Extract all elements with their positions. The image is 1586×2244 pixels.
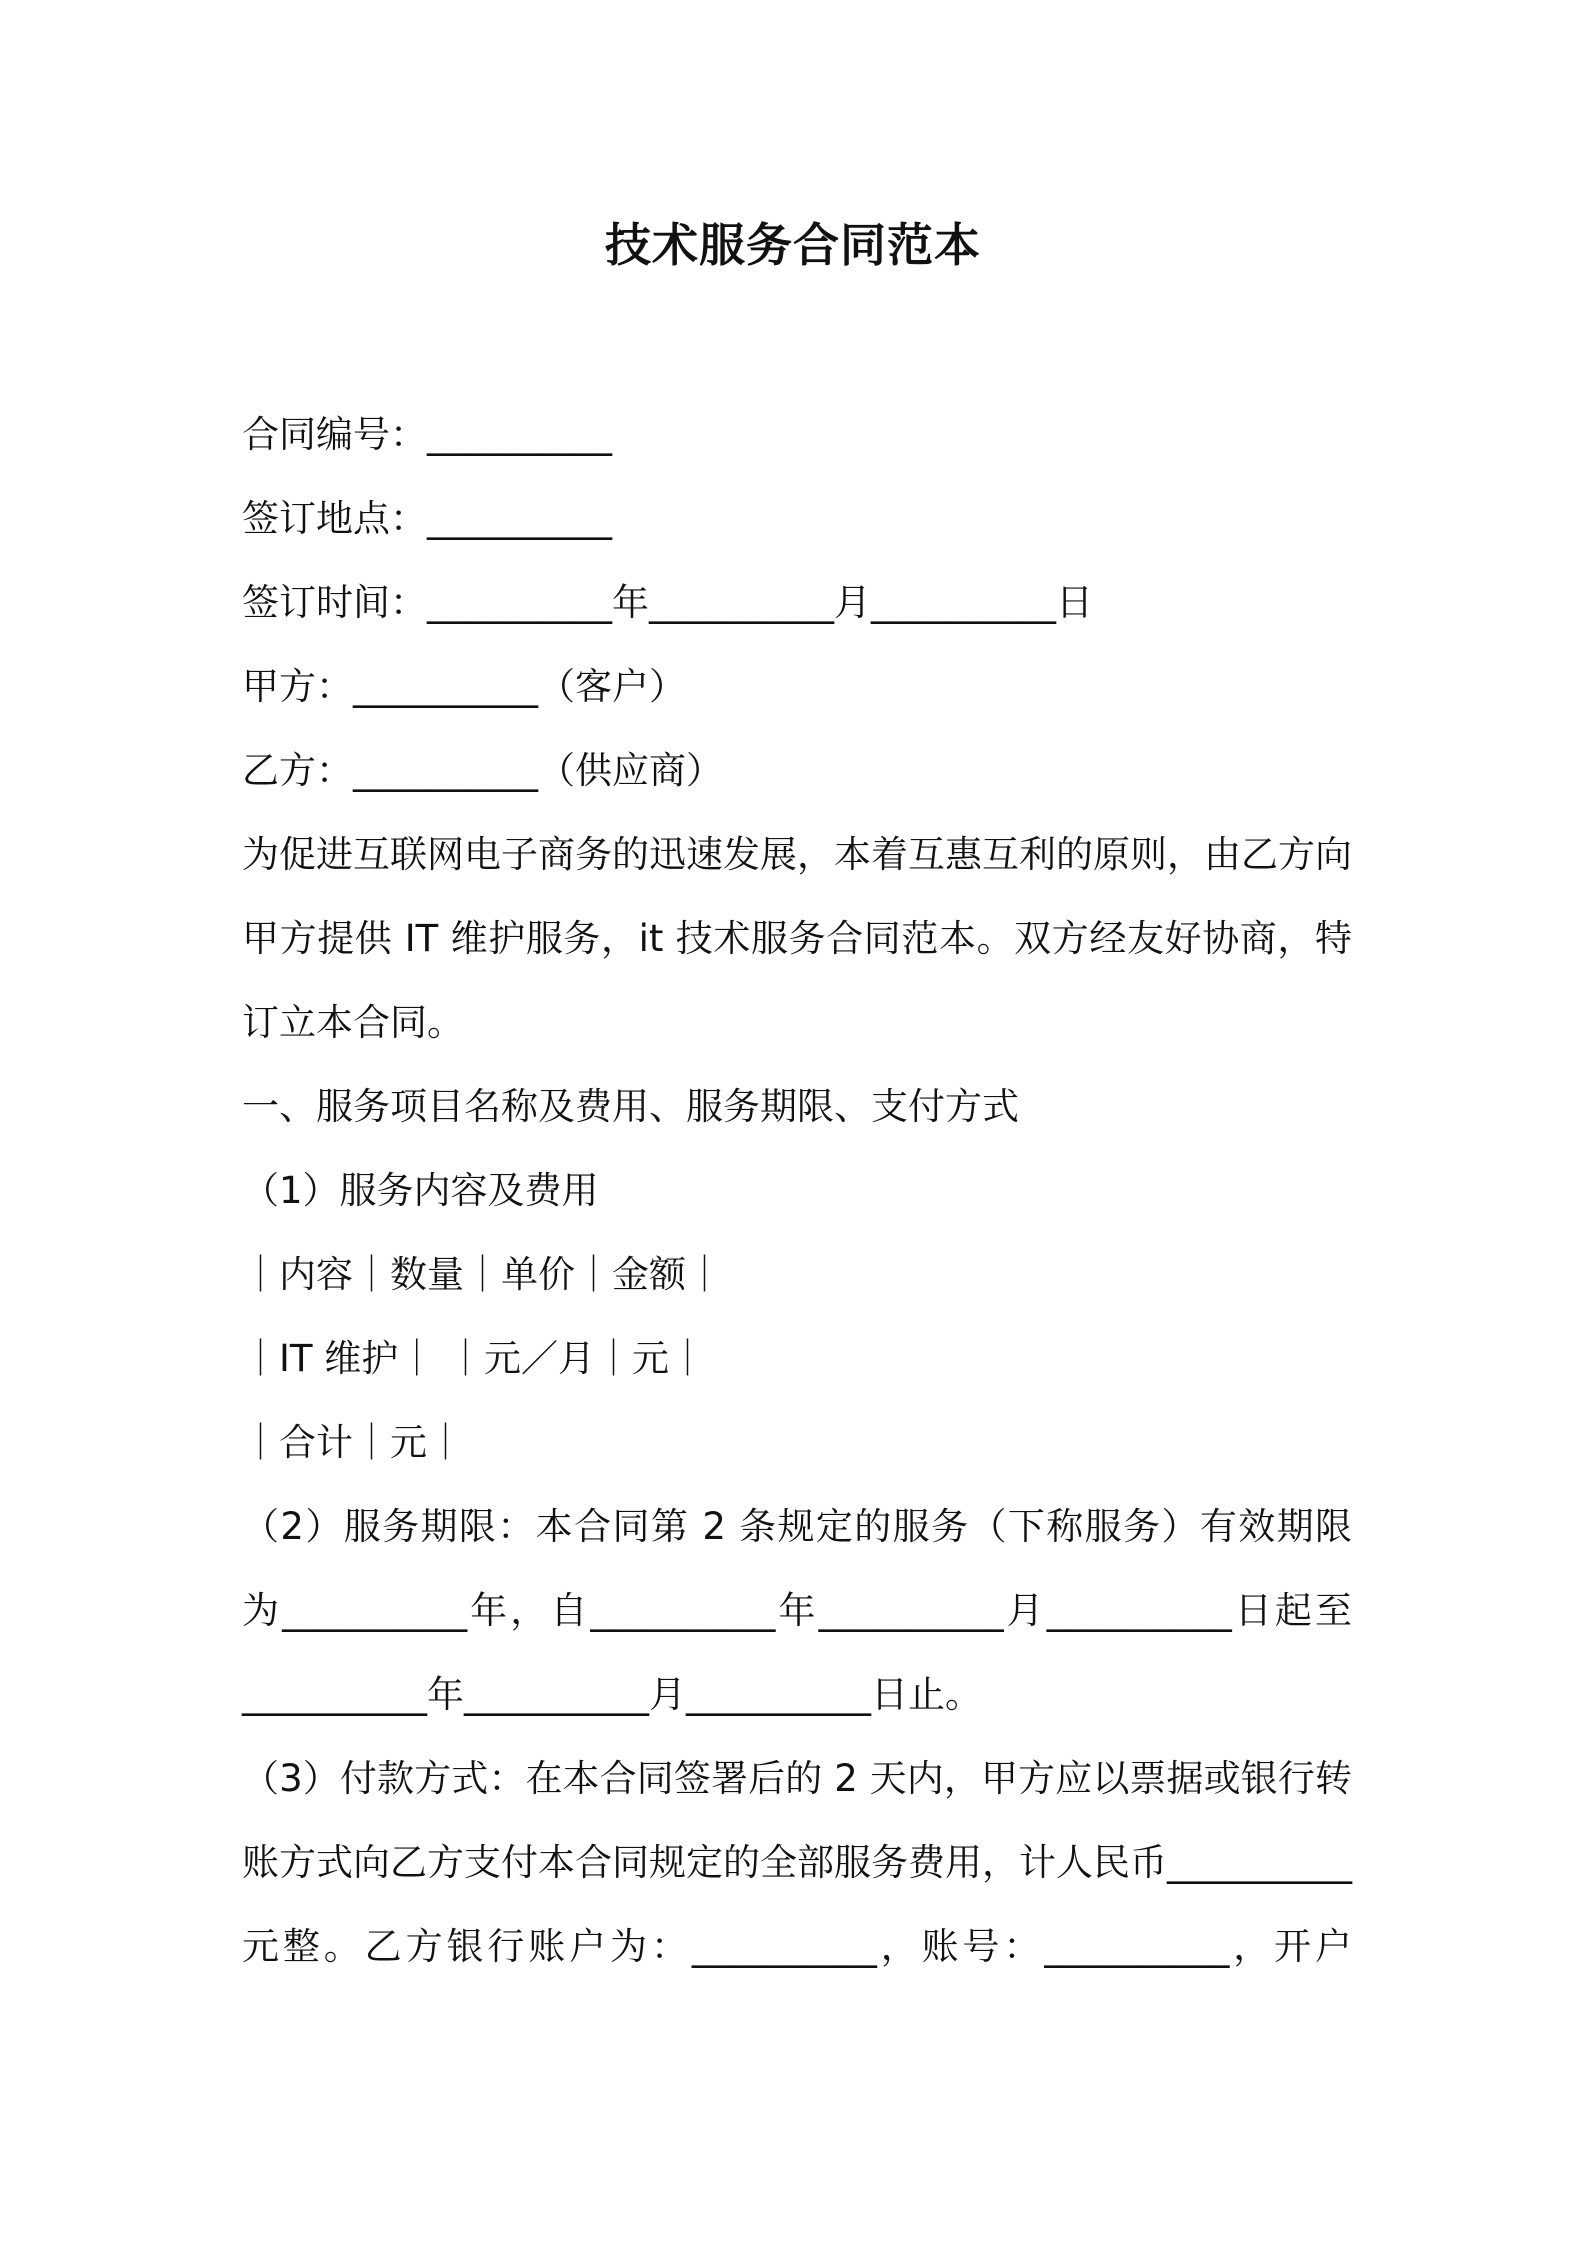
preamble-line-1: 为促进互联网电子商务的迅速发展，本着互惠互利的原则，由乙方向 (242, 833, 1352, 876)
service-period-line-2: 为__________年，自__________年__________月__________日起至 (242, 1589, 1352, 1632)
party-a-line: 甲方：__________（客户） (242, 665, 686, 708)
fee-table-row: ｜IT 维护｜ ｜元／月｜元｜ (242, 1337, 707, 1380)
payment-line-1: （3）付款方式：在本合同签署后的 2 天内，甲方应以票据或银行转 (242, 1757, 1352, 1800)
party-b-line: 乙方：__________（供应商） (242, 749, 723, 792)
section-heading-1: 一、服务项目名称及费用、服务期限、支付方式 (242, 1085, 1019, 1128)
preamble-line-2: 甲方提供 IT 维护服务，it 技术服务合同范本。双方经友好协商，特 (242, 917, 1352, 960)
service-period-line-1: （2）服务期限：本合同第 2 条规定的服务（下称服务）有效期限 (242, 1505, 1352, 1548)
payment-line-3: 元整。乙方银行账户为：__________，账号：__________，开户 (242, 1925, 1352, 1968)
fee-table-total-row: ｜合计｜元｜ (242, 1421, 464, 1464)
fee-table-header-row: ｜内容｜数量｜单价｜金额｜ (242, 1253, 723, 1296)
document-title: 技术服务合同范本 (605, 218, 981, 272)
signing-place-line: 签订地点：__________ (242, 497, 612, 540)
service-period-line-3: __________年__________月__________日止。 (242, 1673, 982, 1716)
signing-date-line: 签订时间：__________年__________月__________日 (242, 581, 1093, 624)
subsection-heading-1: （1）服务内容及费用 (242, 1169, 599, 1212)
preamble-line-3: 订立本合同。 (242, 1001, 464, 1044)
contract-number-line: 合同编号：__________ (242, 413, 612, 456)
payment-line-2: 账方式向乙方支付本合同规定的全部服务费用，计人民币__________ (242, 1841, 1352, 1884)
